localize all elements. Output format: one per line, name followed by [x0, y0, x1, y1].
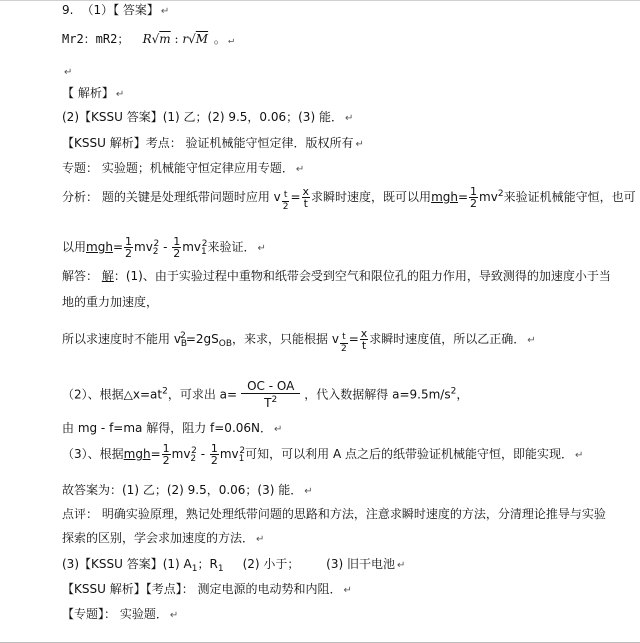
fraction-acceleration: $\frac{OC - OA}{T^2}$	[241, 380, 300, 410]
solution-line-4: （2）、根据$\triangle x=at^2$，可求出 a= $\frac{OC - OA}{T^2}$ ，代入数据解得 $a=9.5m/s^2$，	[62, 379, 469, 410]
kssu-answer-2: (2)【KSSU 答案】(1) 乙；(2) 9.5，0.06；(3) 能． ↵	[62, 110, 354, 124]
ratio-line: Mr2：mR2； R√m : r√M 。 ↵	[62, 32, 234, 46]
fraction-half: $\frac{1}{2}$	[162, 442, 170, 467]
analysis-title: 【 解析】 ↵	[62, 86, 125, 100]
page-top-edge	[0, 0, 640, 1]
subscript-fraction: $\frac{t}{2}$	[282, 190, 289, 212]
fraction-half: $\frac{1}{2}$	[173, 235, 181, 260]
analysis-line: 分析： 题的关键是处理纸带问题时应用 v $\frac{t}{2}$ = $\frac{x}{t}$ 求瞬时速度，既可以用mgh= $\frac{1}{2}$ $mv^2$来验证机械能守恒，也可	[62, 185, 636, 212]
kssu-analysis-3: 【KSSU 解析】【考点】： 测定电源的电动势和内阻． ↵	[62, 582, 352, 596]
answer-label: 【 答案】	[113, 3, 159, 17]
question-number: 9.	[62, 3, 74, 17]
kssu-analysis: 【KSSU 解析】考点： 验证机械能守恒定律．版权所有 ↵	[62, 136, 364, 150]
analysis-line-2: 以用mgh= $\frac{1}{2}$ $mv_2^2$ - $\frac{1}{2}$ $mv_1^2$来验证． ↵	[62, 235, 266, 260]
fraction-half: $\frac{1}{2}$	[210, 442, 218, 467]
comment-line: 点评： 明确实验原理，熟记处理纸带问题的思路和方法，注意求瞬时速度的方法，分清理论推导与实验	[62, 507, 606, 521]
fraction-half: $\frac{1}{2}$	[470, 185, 478, 210]
solution-line: 解答： 解：(1)、由于实验过程中重物和纸带会受到空气和限位孔的阻力作用，导致测得的加速度小于当	[62, 269, 611, 283]
topic-line: 专题： 实验题；机械能守恒定律应用专题． ↵	[62, 161, 305, 175]
fraction-x-t: $\frac{x}{t}$	[360, 327, 368, 352]
ratio-formula: R√m : r√M	[142, 32, 209, 46]
friction-line: 由 mg - f=ma 解得，阻力 f=0.06N． ↵	[62, 421, 283, 435]
fraction-x-t: $\frac{x}{t}$	[302, 185, 310, 210]
empty-paragraph: ↵	[64, 67, 73, 78]
final-answer: 故答案为：(1) 乙；(2) 9.5，0.06；(3) 能． ↵	[62, 483, 313, 497]
kssu-answer-3: (3)【KSSU 答案】(1) $A_1$；$R_1$ (2) 小于； (3) 旧干电池 ↵	[62, 557, 406, 574]
comment-line-2: 探索的区别，学会求加速度的方法． ↵	[62, 531, 265, 545]
subscript-fraction: $\frac{t}{2}$	[340, 332, 347, 354]
question-header: 9. （1）【 答案】 ↵	[62, 3, 170, 17]
solution-line-5: （3）、根据mgh= $\frac{1}{2}$ $mv_2^2$ - $\frac{1}{2}$ $mv_1^2$可知，可以利用 A 点之后的纸带验证机械能守恒，即能实现． ↵	[62, 442, 584, 467]
solution-line-3: 所以求速度时不能用 $v_B^2=2gS_{OB}$，来求，只能根据 v $\frac{t}{2}$ = $\frac{x}{t}$ 求瞬时速度值，所以乙正确． ↵	[62, 327, 536, 354]
solution-line-2: 地的重力加速度，	[62, 295, 159, 309]
topic-line-3: 【专题】： 实验题． ↵	[62, 607, 179, 621]
fraction-half: $\frac{1}{2}$	[125, 235, 132, 260]
